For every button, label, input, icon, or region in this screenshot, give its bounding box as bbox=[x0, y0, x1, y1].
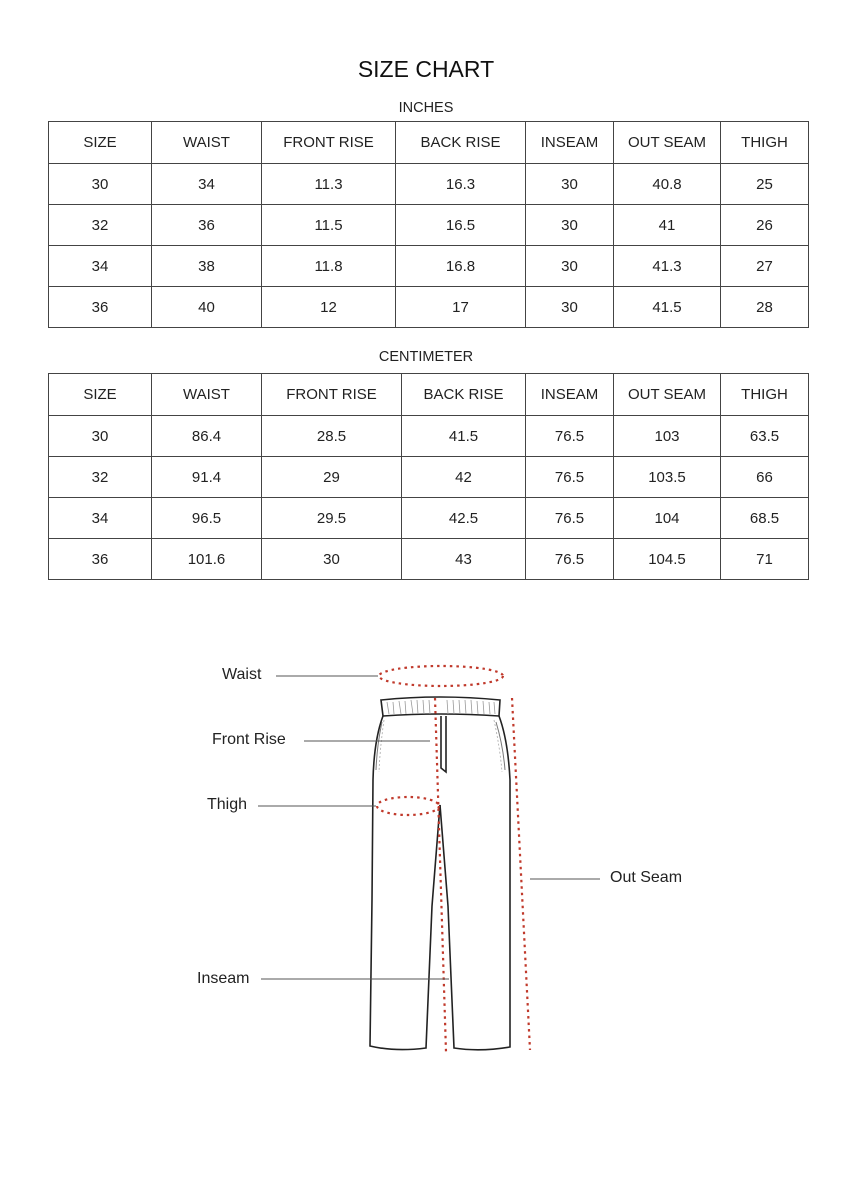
table-cell: 25 bbox=[721, 164, 809, 205]
inches-caption: INCHES bbox=[398, 100, 454, 116]
inseam-label: Inseam bbox=[197, 970, 250, 987]
table-cell: 104.5 bbox=[614, 539, 721, 580]
table-cell: 41.5 bbox=[614, 287, 721, 328]
table-cell: 11.3 bbox=[262, 164, 396, 205]
table-cell: 11.5 bbox=[262, 205, 396, 246]
table-cell: 103 bbox=[614, 416, 721, 457]
measurement-guides bbox=[377, 666, 530, 1052]
table-cell: 28 bbox=[721, 287, 809, 328]
table-cell: 68.5 bbox=[721, 498, 809, 539]
table-cell: 36 bbox=[152, 205, 262, 246]
table-cell: 29 bbox=[262, 457, 402, 498]
table-cell: 76.5 bbox=[526, 416, 614, 457]
table-cell: 30 bbox=[526, 246, 614, 287]
table-cell: 26 bbox=[721, 205, 809, 246]
header-cell: SIZE bbox=[49, 374, 152, 416]
header-cell: BACK RISE bbox=[402, 374, 526, 416]
table-cell: 28.5 bbox=[262, 416, 402, 457]
centimeter-caption: CENTIMETER bbox=[378, 349, 474, 365]
table-row bbox=[49, 287, 809, 328]
table-cell: 40.8 bbox=[614, 164, 721, 205]
header-cell: SIZE bbox=[49, 122, 152, 164]
table-cell: 43 bbox=[402, 539, 526, 580]
table-row bbox=[49, 205, 809, 246]
table-cell: 41 bbox=[614, 205, 721, 246]
table-cell: 16.3 bbox=[396, 164, 526, 205]
table-cell: 16.8 bbox=[396, 246, 526, 287]
table-header-row bbox=[49, 122, 809, 164]
table-cell: 17 bbox=[396, 287, 526, 328]
table-row bbox=[49, 246, 809, 287]
inches-table bbox=[48, 121, 809, 328]
table-cell: 91.4 bbox=[152, 457, 262, 498]
header-cell: FRONT RISE bbox=[262, 122, 396, 164]
table-cell: 32 bbox=[49, 457, 152, 498]
table-cell: 32 bbox=[49, 205, 152, 246]
waist-guide bbox=[379, 666, 503, 686]
table-cell: 11.8 bbox=[262, 246, 396, 287]
table-header-row bbox=[49, 374, 809, 416]
table-row bbox=[49, 457, 809, 498]
table-cell: 41.3 bbox=[614, 246, 721, 287]
header-cell: WAIST bbox=[152, 122, 262, 164]
table-cell: 103.5 bbox=[614, 457, 721, 498]
table-cell: 34 bbox=[49, 246, 152, 287]
header-cell: THIGH bbox=[721, 374, 809, 416]
thigh-label: Thigh bbox=[207, 796, 248, 813]
table-row bbox=[49, 498, 809, 539]
table-cell: 71 bbox=[721, 539, 809, 580]
header-cell: WAIST bbox=[152, 374, 262, 416]
table-cell: 30 bbox=[526, 164, 614, 205]
table-cell: 76.5 bbox=[526, 457, 614, 498]
header-cell: FRONT RISE bbox=[262, 374, 402, 416]
table-row bbox=[49, 539, 809, 580]
table-cell: 86.4 bbox=[152, 416, 262, 457]
front-rise-label: Front Rise bbox=[212, 731, 286, 748]
table-cell: 104 bbox=[614, 498, 721, 539]
table-cell: 30 bbox=[526, 287, 614, 328]
table-cell: 30 bbox=[49, 416, 152, 457]
table-cell: 96.5 bbox=[152, 498, 262, 539]
centimeter-table bbox=[48, 373, 809, 580]
table-cell: 42.5 bbox=[402, 498, 526, 539]
table-cell: 36 bbox=[49, 287, 152, 328]
table-row bbox=[49, 416, 809, 457]
page-title: SIZE CHART bbox=[357, 56, 495, 82]
measurement-diagram bbox=[0, 600, 852, 1100]
header-cell: INSEAM bbox=[526, 374, 614, 416]
header-cell: INSEAM bbox=[526, 122, 614, 164]
header-cell: BACK RISE bbox=[396, 122, 526, 164]
table-cell: 40 bbox=[152, 287, 262, 328]
header-cell: OUT SEAM bbox=[614, 122, 721, 164]
table-cell: 27 bbox=[721, 246, 809, 287]
header-cell: THIGH bbox=[721, 122, 809, 164]
table-cell: 101.6 bbox=[152, 539, 262, 580]
table-cell: 63.5 bbox=[721, 416, 809, 457]
pants-outline bbox=[370, 697, 510, 1050]
thigh-guide bbox=[377, 797, 439, 815]
table-cell: 76.5 bbox=[526, 498, 614, 539]
table-cell: 66 bbox=[721, 457, 809, 498]
table-cell: 38 bbox=[152, 246, 262, 287]
table-cell: 76.5 bbox=[526, 539, 614, 580]
table-row bbox=[49, 164, 809, 205]
pants-illustration bbox=[0, 600, 852, 1100]
table-cell: 12 bbox=[262, 287, 396, 328]
table-cell: 30 bbox=[49, 164, 152, 205]
table-cell: 34 bbox=[49, 498, 152, 539]
table-cell: 30 bbox=[526, 205, 614, 246]
out-seam-guide bbox=[512, 698, 530, 1050]
table-cell: 34 bbox=[152, 164, 262, 205]
table-cell: 41.5 bbox=[402, 416, 526, 457]
table-cell: 36 bbox=[49, 539, 152, 580]
waist-label: Waist bbox=[222, 666, 262, 683]
table-cell: 16.5 bbox=[396, 205, 526, 246]
header-cell: OUT SEAM bbox=[614, 374, 721, 416]
table-cell: 42 bbox=[402, 457, 526, 498]
leader-lines bbox=[258, 676, 600, 979]
table-cell: 29.5 bbox=[262, 498, 402, 539]
table-cell: 30 bbox=[262, 539, 402, 580]
out-seam-label: Out Seam bbox=[610, 869, 683, 886]
